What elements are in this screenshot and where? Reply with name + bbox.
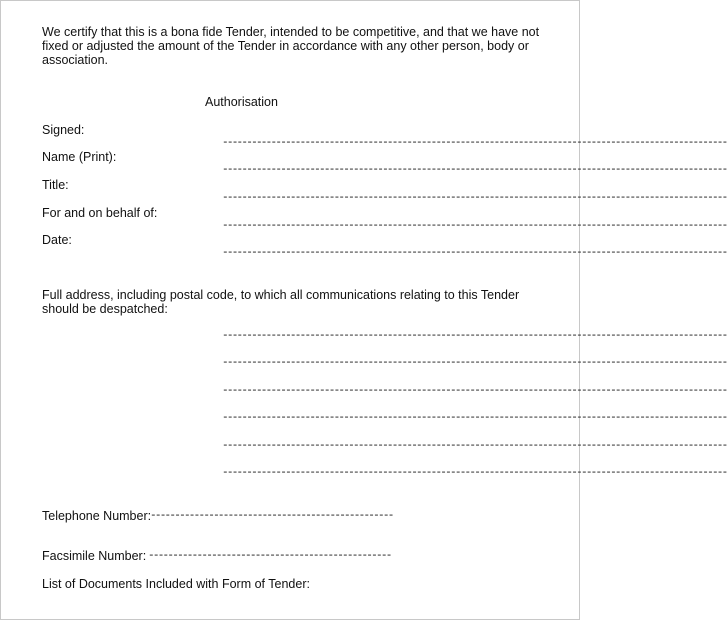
- address-line-1[interactable]: --------------------------------------------------------------------------------------------------------: [222, 330, 727, 342]
- facsimile-label: Facsimile Number:: [42, 549, 147, 563]
- name-print-blank-line[interactable]: --------------------------------------------------------------------------------------------------------: [222, 164, 727, 176]
- telephone-label: Telephone Number:: [42, 509, 152, 523]
- address-line-5[interactable]: --------------------------------------------------------------------------------------------------------: [222, 440, 727, 452]
- address-line-2[interactable]: --------------------------------------------------------------------------------------------------------: [222, 357, 727, 369]
- date-blank-line[interactable]: --------------------------------------------------------------------------------------------------------: [222, 247, 727, 259]
- certification-paragraph: We certify that this is a bona fide Tender, intended to be competitive, and that we have not fixed or adjusted the amount of the Tender in accordance with any other person, body or association.: [42, 25, 540, 67]
- telephone-blank-line[interactable]: --------------------------------------------------: [150, 510, 393, 522]
- signed-blank-line[interactable]: --------------------------------------------------------------------------------------------------------: [222, 137, 727, 149]
- address-instructions: Full address, including postal code, to which all communications relating to this Tender should be despatched:: [42, 288, 520, 316]
- address-line-3[interactable]: --------------------------------------------------------------------------------------------------------: [222, 385, 727, 397]
- signed-label: Signed:: [42, 123, 85, 137]
- on-behalf-of-blank-line[interactable]: --------------------------------------------------------------------------------------------------------: [222, 220, 727, 232]
- documents-label: List of Documents Included with Form of Tender:: [42, 577, 310, 591]
- address-line-6[interactable]: --------------------------------------------------------------------------------------------------------: [222, 467, 727, 479]
- address-line-4[interactable]: --------------------------------------------------------------------------------------------------------: [222, 412, 727, 424]
- title-blank-line[interactable]: --------------------------------------------------------------------------------------------------------: [222, 192, 727, 204]
- on-behalf-of-label: For and on behalf of:: [42, 206, 158, 220]
- title-label: Title:: [42, 178, 69, 192]
- authorisation-heading: Authorisation: [205, 95, 278, 109]
- name-print-label: Name (Print):: [42, 150, 117, 164]
- date-label: Date:: [42, 233, 72, 247]
- facsimile-blank-line[interactable]: --------------------------------------------------: [148, 550, 391, 562]
